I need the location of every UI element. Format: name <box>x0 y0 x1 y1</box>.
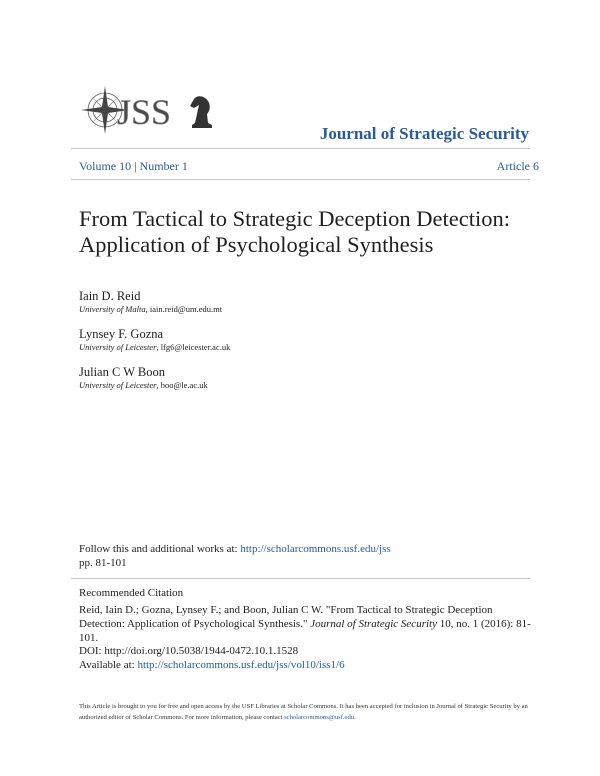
author-block <box>79 288 539 315</box>
author-name[interactable]: Julian C W Boon <box>79 365 166 379</box>
footer-notice <box>79 702 539 723</box>
citation-volume: 10, no. 1 (2016): 81-101. <box>79 617 531 644</box>
citation-rule <box>71 578 530 579</box>
article-link[interactable]: Article 6 <box>496 159 539 173</box>
paper-title: From Tactical to Strategic Deception Detection: Application of Psychological Synthesis <box>79 206 510 257</box>
author-name[interactable]: Iain D. Reid <box>79 289 141 303</box>
volume-link[interactable]: Volume 10 <box>79 159 132 173</box>
citation-text: Reid, Iain D.; Gozna, Lynsey F.; and Boon, Julian C W. "From Tactical to Strategic Deception Detection: Application of Psychological Synthesis." <box>79 604 493 630</box>
footer-text: This Article is brought to you for free and open access by the USF Libraries at Scholar Commons. It has been accepted for inclusion in Journal of Strategic Security by an authorized editor of Scholar Commons. For more information, please contact <box>79 703 528 721</box>
follow-section <box>79 542 539 570</box>
footer-email-link[interactable]: scholarcommons@usf.edu <box>284 713 355 721</box>
author-email: , iain.reid@um.edu.mt <box>145 304 223 314</box>
author-block <box>79 326 539 353</box>
author-block <box>79 364 539 391</box>
citation-block <box>79 604 539 673</box>
volume-line <box>79 159 539 174</box>
footer-end: . <box>354 713 356 721</box>
author-affiliation <box>79 304 539 315</box>
journal-title[interactable]: Journal of Strategic Security <box>319 124 529 143</box>
logo-wordmark: JSS <box>117 92 172 132</box>
follow-text: Follow this and additional works at: <box>79 543 241 555</box>
page-range: pp. 81-101 <box>79 557 127 569</box>
header-rule-top <box>71 148 530 149</box>
compass-rose-icon <box>80 82 230 138</box>
follow-link[interactable]: http://scholarcommons.usf.edu/jss <box>240 543 391 555</box>
chess-knight-icon <box>190 96 212 128</box>
author-affiliation <box>79 380 539 391</box>
volume-separator: | <box>134 159 137 173</box>
journal-logo <box>80 82 230 138</box>
author-affiliation <box>79 342 539 353</box>
author-email: , boo@le.ac.uk <box>156 380 208 390</box>
number-link[interactable]: Number 1 <box>139 159 188 173</box>
author-list <box>79 288 539 402</box>
author-institution: University of Malta <box>79 304 146 314</box>
author-institution: University of Leicester <box>79 342 157 352</box>
author-institution: University of Leicester <box>79 380 157 390</box>
citation-heading: Recommended Citation <box>79 587 184 599</box>
author-name[interactable]: Lynsey F. Gozna <box>79 327 164 341</box>
available-label: Available at: <box>79 659 138 672</box>
citation-journal: Journal of Strategic Security <box>310 617 437 630</box>
available-link[interactable]: http://scholarcommons.usf.edu/jss/vol10/iss1/6 <box>137 659 345 672</box>
author-email: , lfg6@leicester.ac.uk <box>156 342 231 352</box>
citation-doi: DOI: http://doi.org/10.5038/1944-0472.10.1.1528 <box>79 645 299 658</box>
header-rule-bottom <box>71 179 530 180</box>
